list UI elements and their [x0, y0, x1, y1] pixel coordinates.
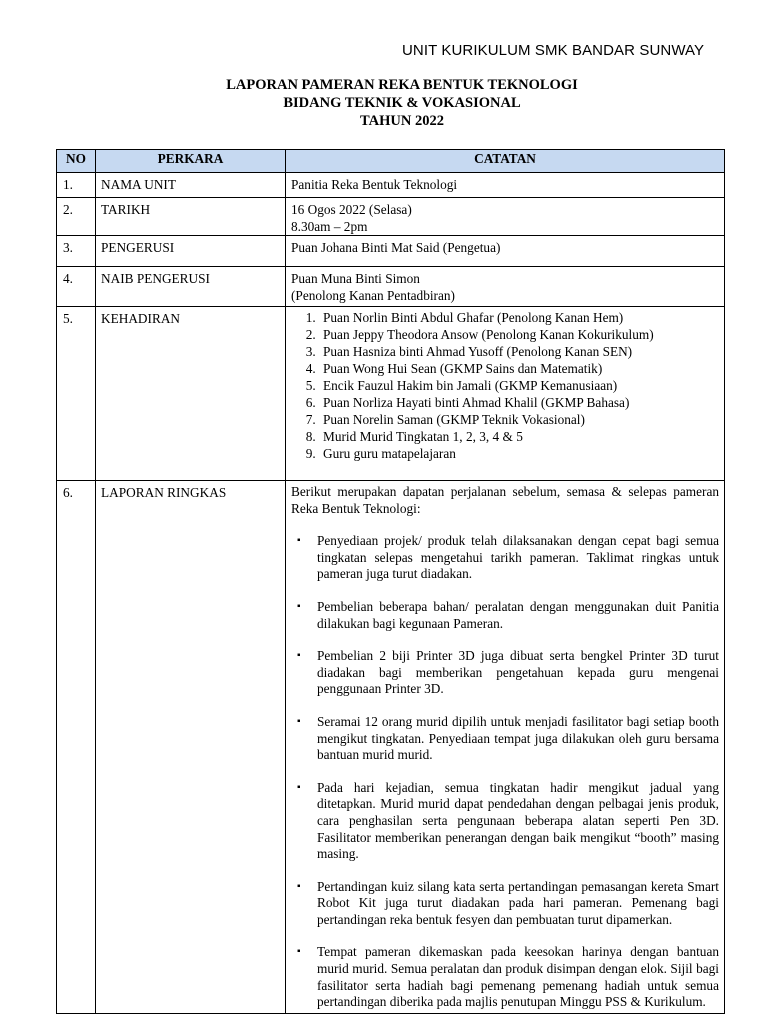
- list-item: [297, 533, 719, 583]
- list-item: 3. Puan Hasniza binti Ahmad Yusoff (Penolong Kanan SEN): [319, 343, 719, 360]
- row-catatan: [286, 236, 725, 267]
- row-catatan: [286, 267, 725, 307]
- catatan-line: Puan Muna Binti Simon: [291, 271, 420, 286]
- bullet-text: Seramai 12 orang murid dipilih untuk menjadi fasilitator bagi setiap booth mengikut tingkatan. Penyediaan tempat juga dilakukan oleh guru bersama bantuan murid murid.: [317, 713, 719, 763]
- list-item: 6. Puan Norliza Hayati binti Ahmad Khalil (GKMP Bahasa): [319, 394, 719, 411]
- row-perkara: NAMA UNIT: [96, 173, 286, 198]
- bullet-text: Pertandingan kuiz silang kata serta pertandingan pemasangan kereta Smart Robot Kit juga turut diadakan pada hari pameran. Pemenang bagi pertandingan reka bentuk fesyen dan pembuatan turut dipamerkan.: [317, 878, 719, 927]
- bullet-text: Penyediaan projek/ produk telah dilaksanakan dengan cepat bagi semua tingkatan selepas mengetahui tarikh pameran. Taklimat ringkas untuk pameran juga turut diadakan.: [317, 533, 719, 582]
- title-line-1: LAPORAN PAMERAN REKA BENTUK TEKNOLOGI: [226, 77, 578, 93]
- bullet-marker: ▪: [297, 535, 301, 547]
- list-item: [297, 779, 719, 863]
- row-perkara: PENGERUSI: [96, 236, 286, 267]
- table-row: [57, 307, 725, 481]
- bullet-marker: ▪: [297, 715, 301, 727]
- row-perkara: KEHADIRAN: [96, 307, 286, 481]
- catatan-line: Panitia Reka Bentuk Teknologi: [291, 177, 458, 192]
- catatan-line: 8.30am – 2pm: [291, 219, 368, 234]
- list-item: 8. Murid Murid Tingkatan 1, 2, 3, 4 & 5: [319, 428, 719, 445]
- bullet-text: Tempat pameran dikemaskan pada keesokan harinya dengan bantuan murid murid. Semua peralatan dan produk disimpan dengan elok. Sijil bagi fasilitator serta hadiah bagi pemenang pemenang hadiah untuk semua pertandingan diberika pada majlis penutupan Minggu PSS & Kurikulum.: [317, 944, 719, 1010]
- row-perkara: TARIKH: [96, 198, 286, 236]
- bullet-marker: ▪: [297, 781, 301, 793]
- summary-intro: Berikut merupakan dapatan perjalanan sebelum, semasa & selepas pameran Reka Bentuk Teknologi:: [291, 484, 719, 516]
- bullet-text: Pembelian beberapa bahan/ peralatan dengan menggunakan duit Panitia dilakukan bagi kegunaan Pameran.: [317, 598, 719, 631]
- attendance-list: [291, 309, 719, 462]
- list-item: 2. Puan Jeppy Theodora Ansow (Penolong Kanan Kokurikulum): [319, 326, 719, 343]
- row-number: 6.: [57, 481, 96, 1014]
- bullet-marker: ▪: [297, 650, 301, 662]
- bullet-text: Pada hari kejadian, semua tingkatan hadir mengikut jadual yang ditetapkan. Murid murid dapat pendedahan dengan pelbagai jenis produk, cara penghasilan serta pengunaan beberapa alatan seperti Pen 3D. Fasilitator memberikan penerangan dengan baik mengikut “booth” masing masing.: [317, 779, 719, 862]
- bullet-text: Pembelian 2 biji Printer 3D juga dibuat serta bengkel Printer 3D turut diadakan bagi memberikan pengetahuan kepada guru mengenai penggunaan Printer 3D.: [317, 648, 719, 697]
- list-item: 1. Puan Norlin Binti Abdul Ghafar (Penolong Kanan Hem): [319, 309, 719, 326]
- report-table: [56, 149, 725, 1014]
- row-number: 3.: [57, 236, 96, 267]
- title-line-2: BIDANG TEKNIK & VOKASIONAL: [283, 95, 521, 111]
- catatan-line: (Penolong Kanan Pentadbiran): [291, 288, 455, 303]
- list-item: [297, 878, 719, 929]
- row-catatan: [286, 307, 725, 481]
- row-number: 4.: [57, 267, 96, 307]
- header-catatan: CATATAN: [286, 150, 725, 173]
- catatan-line: Puan Johana Binti Mat Said (Pengetua): [291, 240, 501, 255]
- list-item: 5. Encik Fauzul Hakim bin Jamali (GKMP Kemanusiaan): [319, 377, 719, 394]
- list-item: [297, 648, 719, 698]
- title-line-3: TAHUN 2022: [360, 113, 444, 129]
- bullet-marker: ▪: [297, 880, 301, 892]
- table-row: [57, 173, 725, 198]
- list-item: 7. Puan Norelin Saman (GKMP Teknik Vokasional): [319, 411, 719, 428]
- bullet-marker: ▪: [297, 600, 301, 612]
- list-item: [297, 598, 719, 632]
- table-header-row: [57, 150, 725, 173]
- header-perkara: PERKARA: [96, 150, 286, 173]
- row-catatan: [286, 198, 725, 236]
- summary-bullets: [291, 533, 719, 1011]
- catatan-line: 16 Ogos 2022 (Selasa): [291, 202, 412, 217]
- row-catatan: [286, 481, 725, 1014]
- list-item: 9. Guru guru matapelajaran: [319, 445, 719, 462]
- table-row: [57, 236, 725, 267]
- table-row: [57, 198, 725, 236]
- list-item: [297, 944, 719, 1010]
- list-item: 4. Puan Wong Hui Sean (GKMP Sains dan Matematik): [319, 360, 719, 377]
- row-catatan: [286, 173, 725, 198]
- row-perkara: NAIB PENGERUSI: [96, 267, 286, 307]
- row-number: 5.: [57, 307, 96, 481]
- row-number: 1.: [57, 173, 96, 198]
- bullet-marker: ▪: [297, 946, 301, 958]
- row-number: 2.: [57, 198, 96, 236]
- header-no: NO: [57, 150, 96, 173]
- unit-header: UNIT KURIKULUM SMK BANDAR SUNWAY: [402, 42, 705, 59]
- report-title: [0, 76, 768, 130]
- row-perkara: LAPORAN RINGKAS: [96, 481, 286, 1014]
- table-row: [57, 267, 725, 307]
- list-item: [297, 713, 719, 764]
- table-row: [57, 481, 725, 1014]
